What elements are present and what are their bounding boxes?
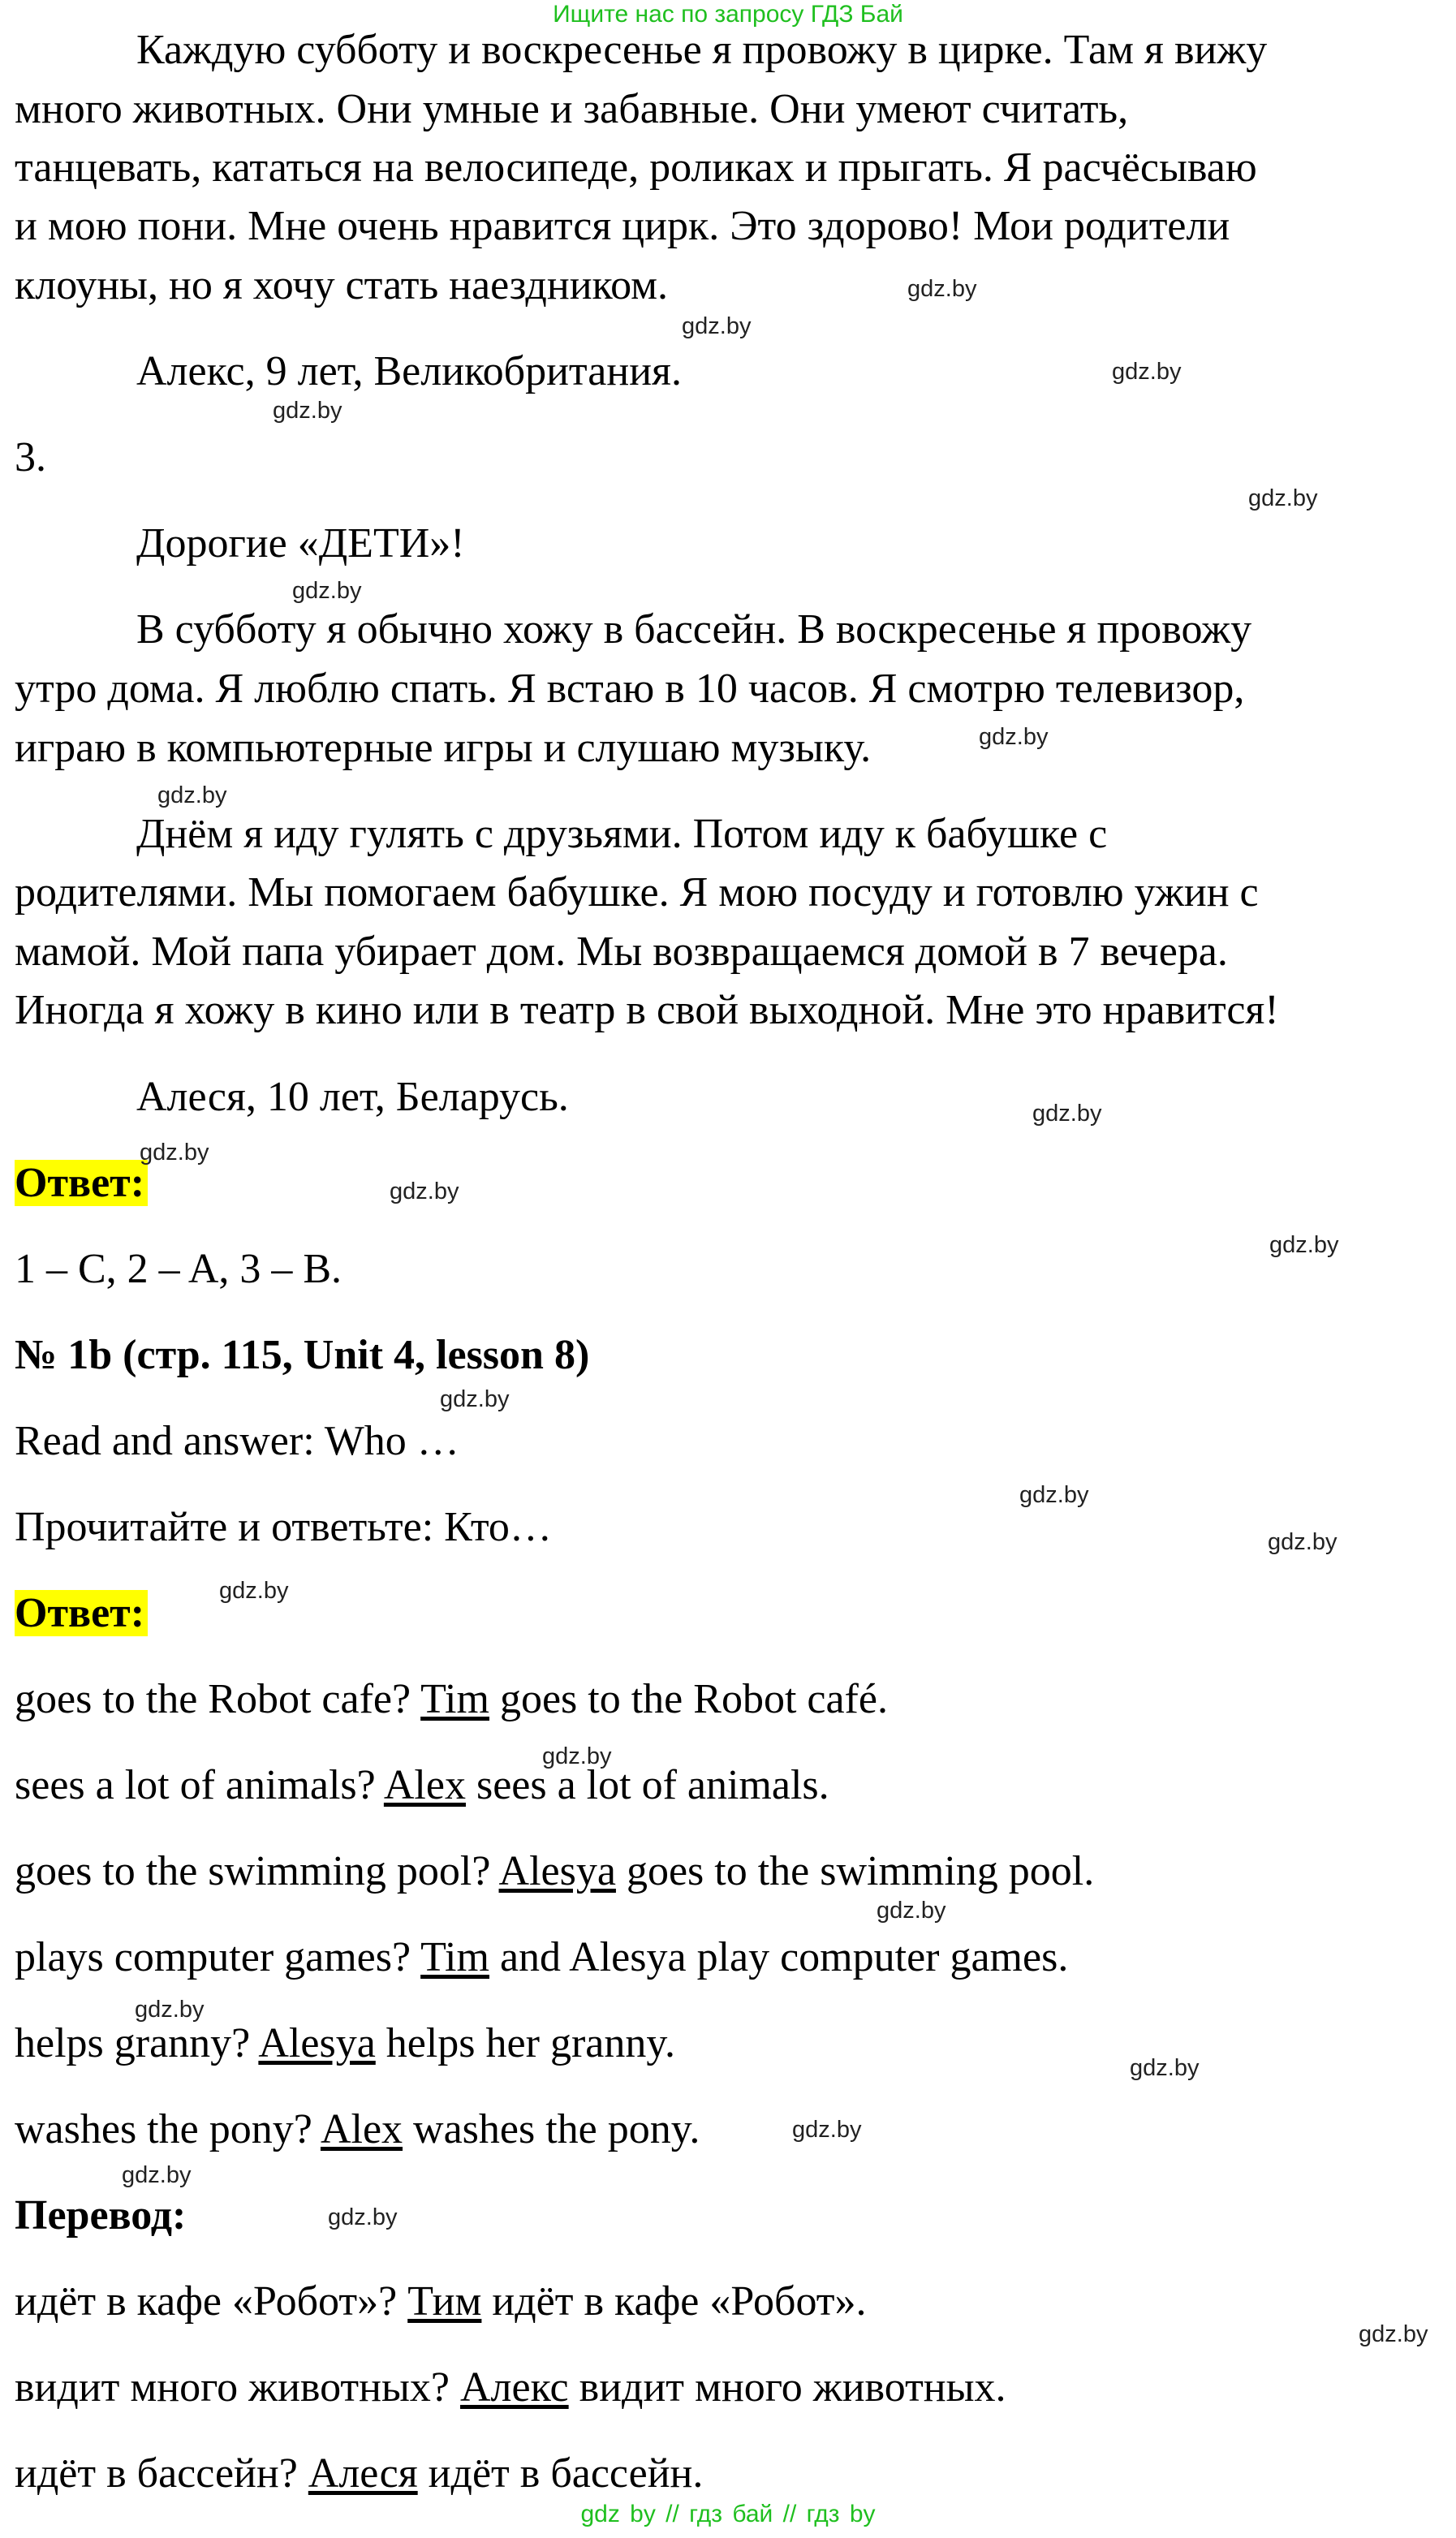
translation-item <box>15 2276 866 2328</box>
watermark: gdz.by <box>979 724 1049 750</box>
watermark: gdz.by <box>877 1898 946 1924</box>
site-header: Ищите нас по запросу ГДЗ Бай <box>553 1 903 28</box>
watermark: gdz.by <box>682 313 752 339</box>
translation-question: идёт в бассейн? <box>15 2450 308 2497</box>
watermark: gdz.by <box>1032 1101 1102 1127</box>
watermark: gdz.by <box>792 2117 862 2143</box>
task-instruction-en: Read and answer: Who … <box>15 1418 459 1464</box>
answer-rest: sees a lot of animals. <box>465 1762 829 1808</box>
answer-item <box>15 2104 700 2156</box>
answer-name: Tim <box>420 1934 489 1980</box>
watermark: gdz.by <box>1248 485 1318 511</box>
answer-label <box>15 1588 148 1640</box>
watermark: gdz.by <box>1359 2321 1428 2347</box>
translation-name: Тим <box>407 2278 482 2325</box>
letter2-line: много животных. Они умные и забавные. Они умеют считать, <box>15 86 1129 132</box>
letter3-paragraph-line: утро дома. Я люблю спать. Я встаю в 10 часов. Я смотрю телевизор, <box>15 666 1245 712</box>
translation-question: идёт в кафе «Робот»? <box>15 2278 408 2325</box>
site-footer: gdz by // гдз бай // гдз by <box>580 2501 876 2527</box>
answer-rest: washes the pony. <box>403 2106 700 2152</box>
answer-question: plays computer games? <box>15 1934 421 1980</box>
letter3-paragraph-line: мамой. Мой папа убирает дом. Мы возвращаемся домой в 7 вечера. <box>15 929 1228 975</box>
watermark: gdz.by <box>292 578 362 604</box>
translation-rest: идёт в кафе «Робот». <box>481 2278 867 2325</box>
watermark: gdz.by <box>219 1578 289 1604</box>
answer-question: goes to the Robot cafe? <box>15 1676 421 1722</box>
answer-label-text: Ответ: <box>15 1590 148 1636</box>
answer-label <box>15 1157 148 1209</box>
answer-rest: helps her granny. <box>375 2020 675 2066</box>
letter3-paragraph-line: Днём я иду гулять с друзьями. Потом иду к бабушке с <box>136 811 1108 857</box>
answer-question: sees a lot of animals? <box>15 1762 384 1808</box>
answer-question: goes to the swimming pool? <box>15 1848 499 1894</box>
watermark: gdz.by <box>1268 1529 1338 1555</box>
letter3-paragraph-line: В субботу я обычно хожу в бассейн. В воскресенье я провожу <box>136 606 1252 653</box>
answer-name: Alesya <box>498 1848 616 1894</box>
answer-name: Tim <box>420 1676 489 1722</box>
watermark: gdz.by <box>157 782 227 808</box>
letter3-paragraph-line: играю в компьютерные игры и слушаю музыку. <box>15 725 872 771</box>
task-instruction-ru: Прочитайте и ответьте: Кто… <box>15 1504 552 1550</box>
answer-text: 1 – C, 2 – A, 3 – B. <box>15 1246 342 1292</box>
watermark: gdz.by <box>273 398 342 424</box>
answer-label-text: Ответ: <box>15 1160 148 1206</box>
letter3-paragraph-line: Иногда я хожу в кино или в театр в свой выходной. Мне это нравится! <box>15 987 1279 1033</box>
watermark: gdz.by <box>1130 2055 1200 2081</box>
answer-name: Alesya <box>258 2020 376 2066</box>
answer-rest: goes to the swimming pool. <box>615 1848 1095 1894</box>
watermark: gdz.by <box>1269 1232 1339 1258</box>
watermark: gdz.by <box>1019 1482 1089 1508</box>
translation-name: Алеся <box>308 2450 418 2497</box>
letter3-paragraph-line: родителями. Мы помогаем бабушке. Я мою посуду и готовлю ужин с <box>15 869 1259 916</box>
watermark: gdz.by <box>122 2162 192 2188</box>
translation-item <box>15 2448 703 2500</box>
letter2-line: Каждую субботу и воскресенье я провожу в цирке. Там я вижу <box>136 27 1268 73</box>
answer-rest: and Alesya play computer games. <box>489 1934 1069 1980</box>
watermark: gdz.by <box>140 1140 209 1166</box>
answer-rest: goes to the Robot café. <box>489 1676 888 1722</box>
watermark: gdz.by <box>328 2204 398 2230</box>
watermark: gdz.by <box>135 1997 205 2023</box>
letter3-greeting: Дорогие «ДЕТИ»! <box>136 520 465 567</box>
letter2-line: и мою пони. Мне очень нравится цирк. Это здорово! Мои родители <box>15 203 1230 249</box>
translation-item <box>15 2362 1006 2414</box>
translation-rest: видит много животных. <box>568 2364 1006 2411</box>
task-title: № 1b (стр. 115, Unit 4, lesson 8) <box>15 1332 590 1378</box>
letter3-number: 3. <box>15 434 46 480</box>
watermark: gdz.by <box>907 276 977 302</box>
answer-item <box>15 1674 888 1726</box>
watermark: gdz.by <box>1112 359 1182 385</box>
answer-question: washes the pony? <box>15 2106 321 2152</box>
answer-question: helps granny? <box>15 2020 259 2066</box>
translation-rest: идёт в бассейн. <box>417 2450 704 2497</box>
answer-item <box>15 2018 675 2070</box>
letter2-line: танцевать, кататься на велосипеде, роликах и прыгать. Я расчёсываю <box>15 144 1257 191</box>
letter2-signature: Алекс, 9 лет, Великобритания. <box>136 348 682 394</box>
translation-name: Алекс <box>460 2364 569 2411</box>
answer-item <box>15 1846 1094 1898</box>
watermark: gdz.by <box>390 1179 459 1204</box>
watermark: gdz.by <box>542 1743 612 1769</box>
translation-question: видит много животных? <box>15 2364 460 2411</box>
answer-item <box>15 1760 829 1812</box>
watermark: gdz.by <box>440 1386 510 1412</box>
answer-name: Alex <box>383 1762 466 1808</box>
answer-item <box>15 1932 1068 1984</box>
letter2-line: клоуны, но я хочу стать наездником. <box>15 262 669 308</box>
answer-name: Alex <box>320 2106 403 2152</box>
translation-label: Перевод: <box>15 2192 187 2239</box>
letter3-signature: Алеся, 10 лет, Беларусь. <box>136 1074 569 1120</box>
